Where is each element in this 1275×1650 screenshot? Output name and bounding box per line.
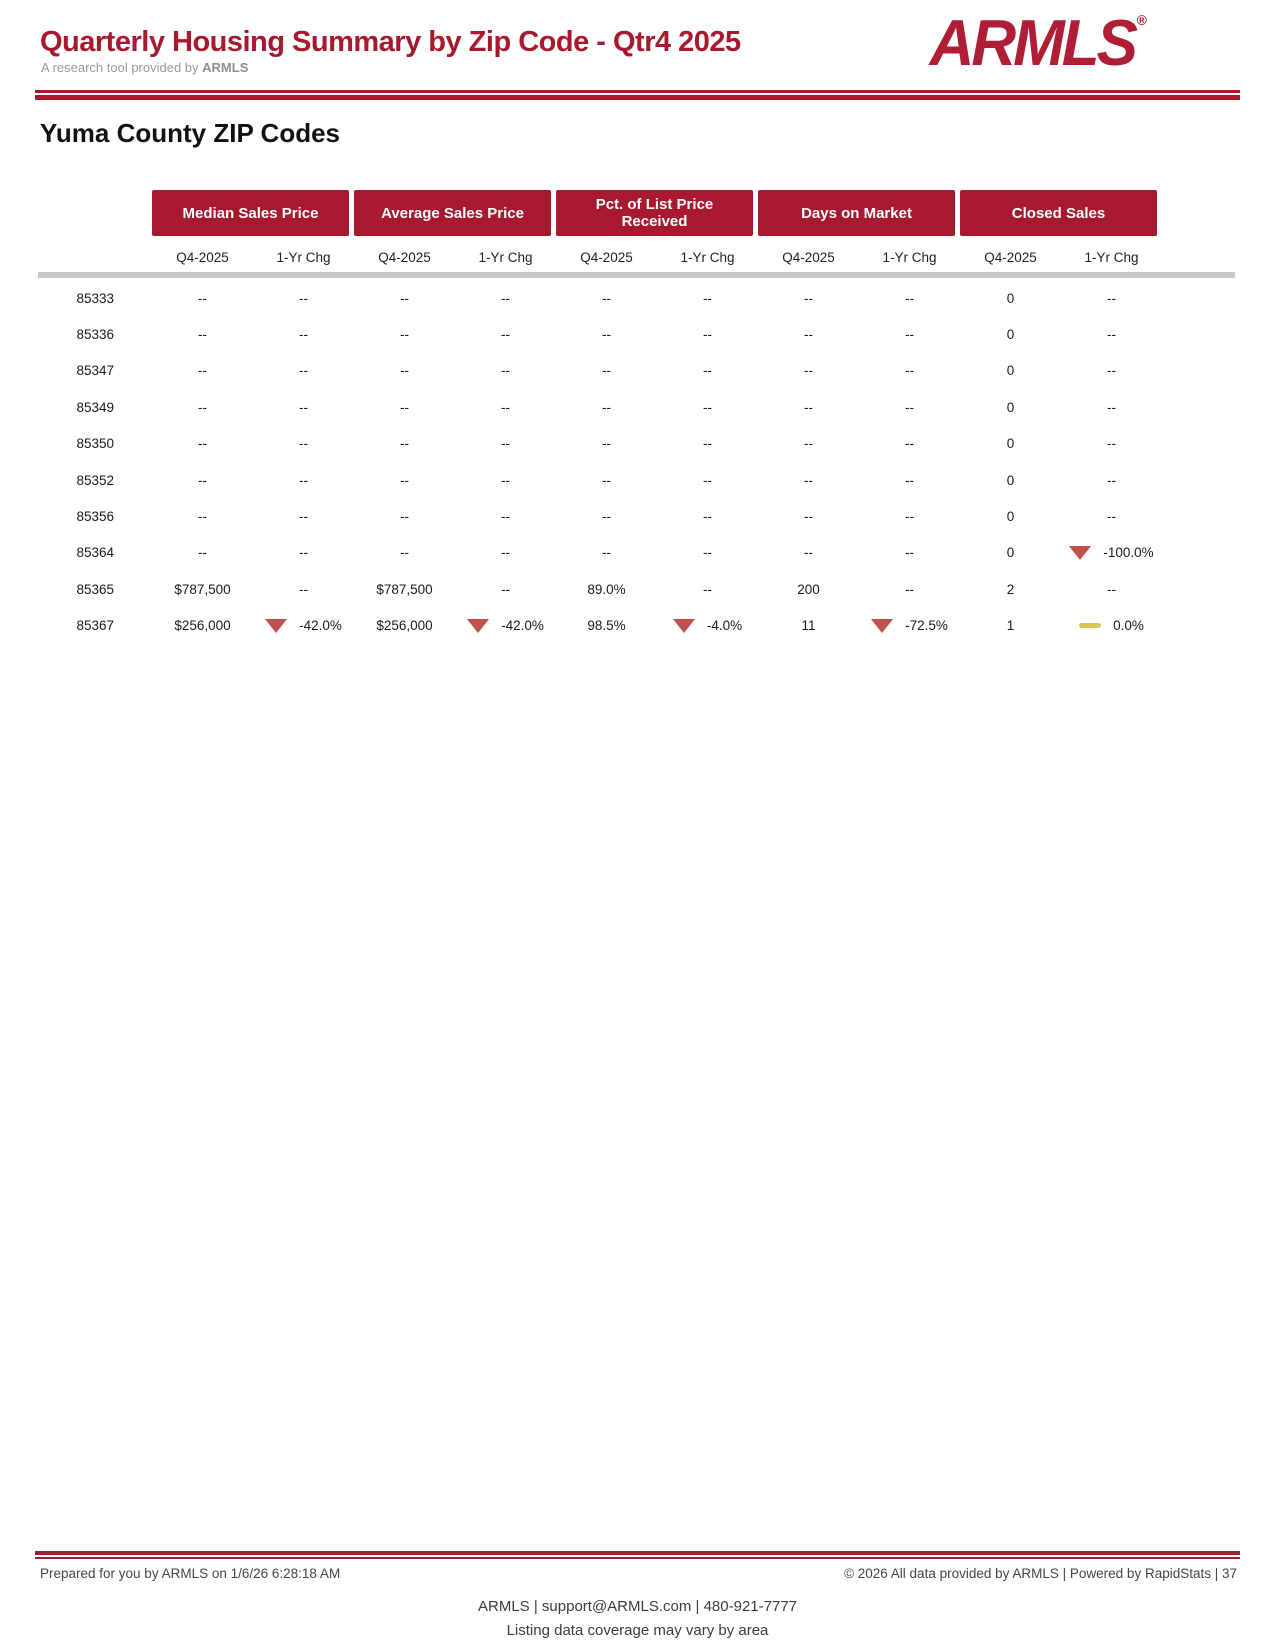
period-value: -- (602, 436, 611, 452)
change-value: -- (299, 363, 308, 379)
group-cell (556, 582, 758, 597)
group-cell (758, 363, 960, 378)
change-value: -4.0% (706, 618, 743, 634)
group-cell (758, 400, 960, 415)
group-cell (758, 545, 960, 560)
change-value: -100.0% (1103, 545, 1154, 561)
period-value: -- (400, 472, 409, 488)
group-cell (758, 582, 960, 597)
table-row (40, 316, 1164, 352)
subheader-change: 1-Yr Chg (680, 249, 735, 265)
period-value: -- (400, 290, 409, 306)
group-cell (152, 473, 354, 488)
group-cell (758, 327, 960, 342)
period-value: 0 (1006, 436, 1015, 452)
group-cell (960, 545, 1162, 560)
change-value: -- (905, 472, 914, 488)
change-value: -- (905, 290, 914, 306)
period-value: 1 (1006, 618, 1015, 634)
change-value: -- (501, 472, 510, 488)
group-cell (556, 363, 758, 378)
group-cell (556, 618, 758, 633)
change-value: -- (299, 290, 308, 306)
trend-down-icon (265, 619, 287, 633)
zip-label: 85352 (76, 472, 114, 488)
subheader-change: 1-Yr Chg (478, 249, 533, 265)
zip-label: 85367 (76, 618, 114, 634)
change-value: -- (1107, 509, 1116, 525)
group-cell (152, 509, 354, 524)
change-value: -- (905, 363, 914, 379)
change-value: -- (703, 363, 712, 379)
change-value: -- (703, 436, 712, 452)
zip-label: 85333 (76, 290, 114, 306)
period-value: -- (602, 327, 611, 343)
group-cell (758, 436, 960, 451)
table-row (40, 426, 1164, 462)
group-cell (354, 473, 556, 488)
group-cell (556, 545, 758, 560)
group-cell (556, 509, 758, 524)
group-cell (960, 400, 1162, 415)
footer-divider (35, 1551, 1240, 1559)
change-value: -- (703, 472, 712, 488)
group-cell (354, 327, 556, 342)
change-value: 0.0% (1113, 618, 1144, 634)
zip-summary-table (40, 190, 1164, 272)
period-value: -- (400, 545, 409, 561)
subheader-period: Q4-2025 (782, 249, 835, 265)
change-value: -- (299, 436, 308, 452)
group-cell (960, 582, 1162, 597)
group-cell (354, 400, 556, 415)
period-value: -- (400, 327, 409, 343)
group-cell (354, 291, 556, 306)
group-cell (152, 545, 354, 560)
zip-label: 85347 (76, 363, 114, 379)
change-value: -- (1107, 363, 1116, 379)
change-value: -- (299, 472, 308, 488)
change-value: -- (299, 581, 308, 597)
period-value: -- (198, 509, 207, 525)
subheader-change: 1-Yr Chg (1084, 249, 1139, 265)
group-cell (960, 473, 1162, 488)
table-row (40, 608, 1164, 644)
column-header-median-sales-price: Median Sales Price (152, 190, 349, 236)
period-value: 0 (1006, 509, 1015, 525)
group-cell (960, 327, 1162, 342)
period-value: -- (804, 545, 813, 561)
group-cell (960, 618, 1162, 633)
table-group-headers (152, 190, 1164, 236)
group-cell (758, 291, 960, 306)
change-value: -72.5% (905, 618, 948, 634)
period-value: -- (400, 436, 409, 452)
period-value: -- (400, 509, 409, 525)
period-value: $787,500 (174, 581, 231, 597)
period-value: -- (804, 436, 813, 452)
period-value: -- (602, 399, 611, 415)
group-cell (556, 436, 758, 451)
group-cell (152, 618, 354, 633)
change-value: -- (1107, 327, 1116, 343)
group-cell (556, 473, 758, 488)
change-value: -- (501, 290, 510, 306)
period-value: -- (804, 363, 813, 379)
change-value: -- (1107, 436, 1116, 452)
zip-label: 85364 (76, 545, 114, 561)
group-cell (960, 363, 1162, 378)
group-cell (152, 582, 354, 597)
zip-label: 85349 (76, 399, 114, 415)
page-title: Quarterly Housing Summary by Zip Code - Qtr4 2025 (40, 26, 741, 58)
subheader-period: Q4-2025 (984, 249, 1037, 265)
change-value: -- (501, 545, 510, 561)
change-value: -- (501, 509, 510, 525)
table-top-divider (38, 272, 1235, 278)
footer-copyright-text: © 2026 All data provided by ARMLS | Powered by RapidStats | 37 (844, 1566, 1237, 1581)
period-value: -- (602, 363, 611, 379)
column-header-average-sales-price: Average Sales Price (354, 190, 551, 236)
footer-coverage-text: Listing data coverage may vary by area (506, 1622, 769, 1639)
group-cell (354, 436, 556, 451)
group-cell (354, 618, 556, 633)
column-header-closed-sales: Closed Sales (960, 190, 1157, 236)
group-cell (556, 327, 758, 342)
period-value: -- (198, 290, 207, 306)
change-value: -- (1107, 399, 1116, 415)
change-value: -- (1107, 290, 1116, 306)
subheader-change: 1-Yr Chg (882, 249, 937, 265)
group-cell (354, 363, 556, 378)
group-cell (152, 291, 354, 306)
change-value: -- (501, 363, 510, 379)
change-value: -- (299, 545, 308, 561)
change-value: -- (703, 581, 712, 597)
header-divider (35, 90, 1240, 100)
period-value: 0 (1006, 363, 1015, 379)
subheader-period: Q4-2025 (378, 249, 431, 265)
period-value: 2 (1006, 581, 1015, 597)
change-value: -- (703, 509, 712, 525)
change-value: -- (299, 327, 308, 343)
period-value: -- (198, 327, 207, 343)
trend-down-icon (467, 619, 489, 633)
period-value: 0 (1006, 290, 1015, 306)
period-value: -- (198, 472, 207, 488)
change-value: -- (501, 399, 510, 415)
table-row (40, 353, 1164, 389)
group-cell (758, 618, 960, 633)
period-value: $787,500 (376, 581, 433, 597)
zip-label: 85356 (76, 509, 114, 525)
period-value: -- (198, 399, 207, 415)
period-value: 11 (801, 618, 816, 634)
table-row (40, 462, 1164, 498)
period-value: -- (804, 472, 813, 488)
period-value: -- (602, 290, 611, 306)
period-value: -- (602, 509, 611, 525)
table-subheaders (40, 242, 1164, 272)
zip-label: 85336 (76, 327, 114, 343)
group-cell (152, 327, 354, 342)
period-value: 0 (1006, 399, 1015, 415)
registered-trademark-icon: ® (1136, 12, 1147, 28)
trend-down-icon (673, 619, 695, 633)
footer-prepared-text: Prepared for you by ARMLS on 1/6/26 6:28:18 AM (40, 1566, 341, 1581)
group-cell (960, 436, 1162, 451)
period-value: -- (804, 327, 813, 343)
trend-down-icon (1069, 546, 1091, 560)
period-value: -- (602, 472, 611, 488)
trend-flat-icon (1079, 623, 1101, 628)
armls-logo: ARMLS (929, 7, 1135, 80)
group-cell (354, 582, 556, 597)
period-value: -- (602, 545, 611, 561)
change-value: -- (1107, 581, 1116, 597)
period-value: 98.5% (587, 618, 626, 634)
group-cell (152, 400, 354, 415)
period-value: -- (198, 545, 207, 561)
period-value: 200 (797, 581, 820, 597)
change-value: -- (905, 581, 914, 597)
change-value: -- (703, 399, 712, 415)
change-value: -- (703, 545, 712, 561)
group-cell (152, 436, 354, 451)
period-value: 0 (1006, 327, 1015, 343)
group-cell (354, 545, 556, 560)
period-value: $256,000 (174, 618, 231, 634)
group-cell (960, 509, 1162, 524)
zip-label: 85365 (76, 581, 114, 597)
zip-label: 85350 (76, 436, 114, 452)
change-value: -- (905, 509, 914, 525)
period-value: -- (400, 399, 409, 415)
period-value: -- (400, 363, 409, 379)
group-cell (758, 473, 960, 488)
period-value: 0 (1006, 545, 1015, 561)
change-value: -- (905, 545, 914, 561)
change-value: -- (905, 327, 914, 343)
change-value: -42.0% (299, 618, 342, 634)
footer-contact-text: ARMLS | support@ARMLS.com | 480-921-7777 (478, 1598, 797, 1615)
change-value: -42.0% (501, 618, 544, 634)
period-value: 89.0% (587, 581, 626, 597)
subheader-period: Q4-2025 (176, 249, 229, 265)
change-value: -- (905, 399, 914, 415)
table-row (40, 535, 1164, 571)
change-value: -- (501, 436, 510, 452)
trend-down-icon (871, 619, 893, 633)
change-value: -- (501, 581, 510, 597)
period-value: -- (198, 436, 207, 452)
group-cell (354, 509, 556, 524)
change-value: -- (299, 399, 308, 415)
table-row (40, 389, 1164, 425)
subtitle-brand: ARMLS (202, 60, 249, 75)
section-title: Yuma County ZIP Codes (40, 118, 341, 148)
column-header-days-on-market: Days on Market (758, 190, 955, 236)
group-cell (556, 400, 758, 415)
group-cell (758, 509, 960, 524)
page-subtitle (41, 60, 248, 75)
change-value: -- (501, 327, 510, 343)
change-value: -- (703, 327, 712, 343)
group-cell (152, 363, 354, 378)
group-cell (556, 291, 758, 306)
subheader-change: 1-Yr Chg (276, 249, 331, 265)
period-value: -- (804, 509, 813, 525)
table-row (40, 498, 1164, 534)
table-row (40, 571, 1164, 607)
period-value: 0 (1006, 472, 1015, 488)
period-value: $256,000 (376, 618, 433, 634)
change-value: -- (1107, 472, 1116, 488)
table-row (40, 280, 1164, 316)
period-value: -- (804, 290, 813, 306)
change-value: -- (703, 290, 712, 306)
group-cell (960, 291, 1162, 306)
change-value: -- (299, 509, 308, 525)
table-body (40, 280, 1164, 644)
period-value: -- (198, 363, 207, 379)
subtitle-prefix: A research tool provided by (41, 60, 203, 75)
period-value: -- (804, 399, 813, 415)
change-value: -- (905, 436, 914, 452)
column-header-pct-list-price-received: Pct. of List Price Received (556, 190, 753, 236)
subheader-period: Q4-2025 (580, 249, 633, 265)
